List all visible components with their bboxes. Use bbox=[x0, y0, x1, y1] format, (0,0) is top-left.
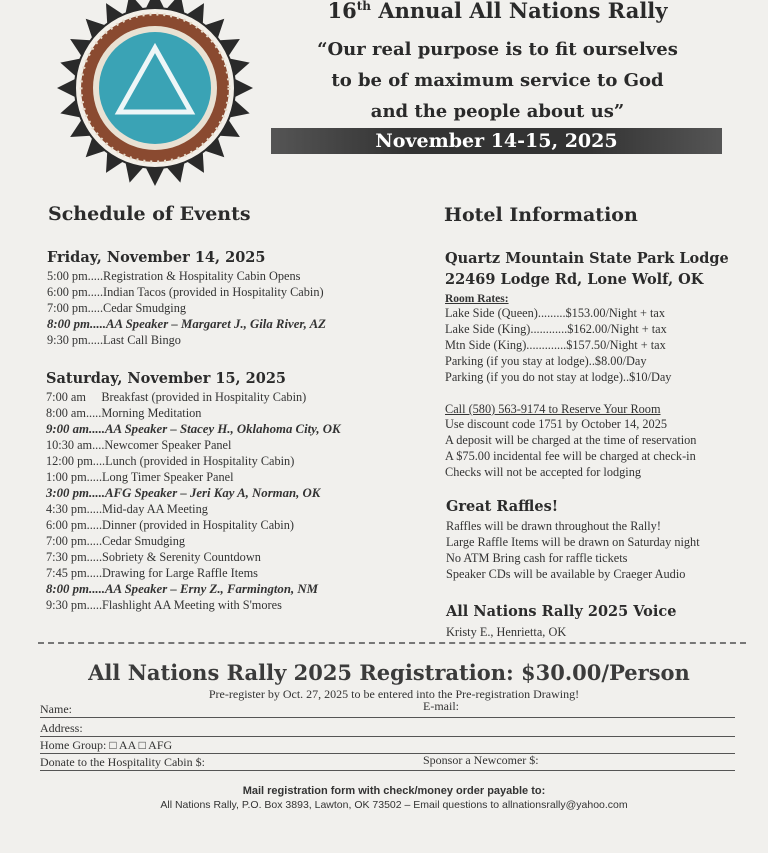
hotel-name: Quartz Mountain State Park Lodge bbox=[445, 250, 729, 267]
rate-item: Parking (if you stay at lodge)..$8.00/Day bbox=[445, 354, 647, 368]
schedule-item: 1:00 pm.....Long Timer Speaker Panel bbox=[46, 470, 234, 484]
friday-list bbox=[47, 268, 326, 348]
voice-name: Kristy E., Henrietta, OK bbox=[446, 625, 567, 639]
voice-heading: All Nations Rally 2025 Voice bbox=[446, 603, 677, 620]
schedule-item: 10:30 am....Newcomer Speaker Panel bbox=[46, 438, 232, 452]
donation-field-line[interactable] bbox=[40, 755, 735, 771]
schedule-item-speaker: 8:00 pm.....AA Speaker – Margaret J., Gila River, AZ bbox=[47, 317, 326, 331]
schedule-item: 6:00 pm.....Dinner (provided in Hospitality Cabin) bbox=[46, 518, 294, 532]
hotel-note: A deposit will be charged at the time of reservation bbox=[445, 433, 697, 447]
raffle-item: No ATM Bring cash for raffle tickets bbox=[446, 551, 628, 565]
schedule-item: 6:00 pm.....Indian Tacos (provided in Hospitality Cabin) bbox=[47, 285, 324, 299]
schedule-item: 9:30 pm.....Last Call Bingo bbox=[47, 333, 181, 347]
reserve-phone-link[interactable]: Call (580) 563-9174 to Reserve Your Room bbox=[445, 402, 661, 416]
raffle-item: Raffles will be drawn throughout the Rally! bbox=[446, 519, 661, 533]
raffles-list bbox=[446, 518, 700, 582]
address-field-line[interactable] bbox=[40, 721, 735, 737]
rate-item: Mtn Side (King).............$157.50/Night + tax bbox=[445, 338, 666, 352]
name-email-field-line[interactable] bbox=[40, 699, 735, 718]
cut-line-divider bbox=[38, 642, 746, 644]
registration-subtitle: Pre-register by Oct. 27, 2025 to be entered into the Pre-registration Drawing! bbox=[208, 687, 580, 701]
hotel-heading: Hotel Information bbox=[444, 204, 638, 226]
serenity-quote bbox=[290, 34, 705, 127]
schedule-item-speaker: 9:00 am.....AA Speaker – Stacey H., Oklahoma City, OK bbox=[46, 422, 341, 436]
quote-line: to be of maximum service to God bbox=[331, 70, 664, 91]
rate-item: Lake Side (King)............$162.00/Night + tax bbox=[445, 322, 667, 336]
aa-logo bbox=[48, 0, 263, 187]
hotel-note: Use discount code 1751 by October 14, 2025 bbox=[445, 417, 667, 431]
hotel-address: 22469 Lodge Rd, Lone Wolf, OK bbox=[445, 271, 704, 288]
quote-line: and the people about us” bbox=[370, 101, 625, 122]
schedule-heading: Schedule of Events bbox=[48, 203, 251, 225]
name-field-label: Name: bbox=[40, 702, 72, 716]
home-group-field-line[interactable] bbox=[40, 738, 735, 754]
event-dates-band: November 14-15, 2025 bbox=[271, 128, 722, 154]
schedule-item: 4:30 pm.....Mid-day AA Meeting bbox=[46, 502, 208, 516]
rate-item: Lake Side (Queen).........$153.00/Night + tax bbox=[445, 306, 666, 320]
schedule-item: 7:00 pm.....Cedar Smudging bbox=[46, 534, 186, 548]
schedule-item: 8:00 am.....Morning Meditation bbox=[46, 406, 202, 420]
mail-address: All Nations Rally, P.O. Box 3893, Lawton, OK 73502 – Email questions to allnationsrally@yahoo.com bbox=[160, 799, 628, 811]
schedule-item: 7:00 pm.....Cedar Smudging bbox=[47, 301, 187, 315]
mail-instructions: Mail registration form with check/money order payable to: bbox=[242, 785, 546, 797]
sponsor-field-label: Sponsor a Newcomer $: bbox=[423, 753, 539, 767]
saturday-heading: Saturday, November 15, 2025 bbox=[46, 370, 287, 387]
registration-title: All Nations Rally 2025 Registration: $30.00/Person bbox=[88, 660, 690, 685]
room-rates-label: Room Rates: bbox=[445, 293, 509, 305]
address-field-label: Address: bbox=[40, 721, 83, 735]
raffle-item: Large Raffle Items will be drawn on Saturday night bbox=[446, 535, 700, 549]
schedule-item-speaker: 3:00 pm.....AFG Speaker – Jeri Kay A, Norman, OK bbox=[46, 486, 321, 500]
rate-item: Parking (if you do not stay at lodge)..$10/Day bbox=[445, 370, 672, 384]
hotel-notes bbox=[445, 416, 696, 480]
schedule-item: 7:30 pm.....Sobriety & Serenity Countdown bbox=[46, 550, 261, 564]
hotel-note: Checks will not be accepted for lodging bbox=[445, 465, 642, 479]
friday-heading: Friday, November 14, 2025 bbox=[47, 249, 266, 266]
hotel-note: A $75.00 incidental fee will be charged at check-in bbox=[445, 449, 696, 463]
schedule-item: 7:00 am Breakfast (provided in Hospitality Cabin) bbox=[46, 390, 307, 404]
schedule-item: 5:00 pm.....Registration & Hospitality Cabin Opens bbox=[47, 269, 301, 283]
quote-line: “Our real purpose is to fit ourselves bbox=[317, 39, 678, 60]
email-field-label: E-mail: bbox=[423, 699, 459, 713]
home-group-label: Home Group: □ AA □ AFG bbox=[40, 738, 173, 752]
room-rates-list bbox=[445, 305, 671, 385]
saturday-list bbox=[46, 389, 341, 613]
donate-field-label: Donate to the Hospitality Cabin $: bbox=[40, 755, 205, 769]
rally-title: 16th Annual All Nations Rally bbox=[327, 0, 668, 23]
schedule-item: 7:45 pm.....Drawing for Large Raffle Items bbox=[46, 566, 258, 580]
schedule-item-speaker: 8:00 pm.....AA Speaker – Erny Z., Farmington, NM bbox=[46, 582, 318, 596]
raffle-item: Speaker CDs will be available by Craeger Audio bbox=[446, 567, 686, 581]
schedule-item: 9:30 pm.....Flashlight AA Meeting with S'mores bbox=[46, 598, 282, 612]
schedule-item: 12:00 pm....Lunch (provided in Hospitality Cabin) bbox=[46, 454, 295, 468]
raffles-heading: Great Raffles! bbox=[446, 498, 559, 515]
